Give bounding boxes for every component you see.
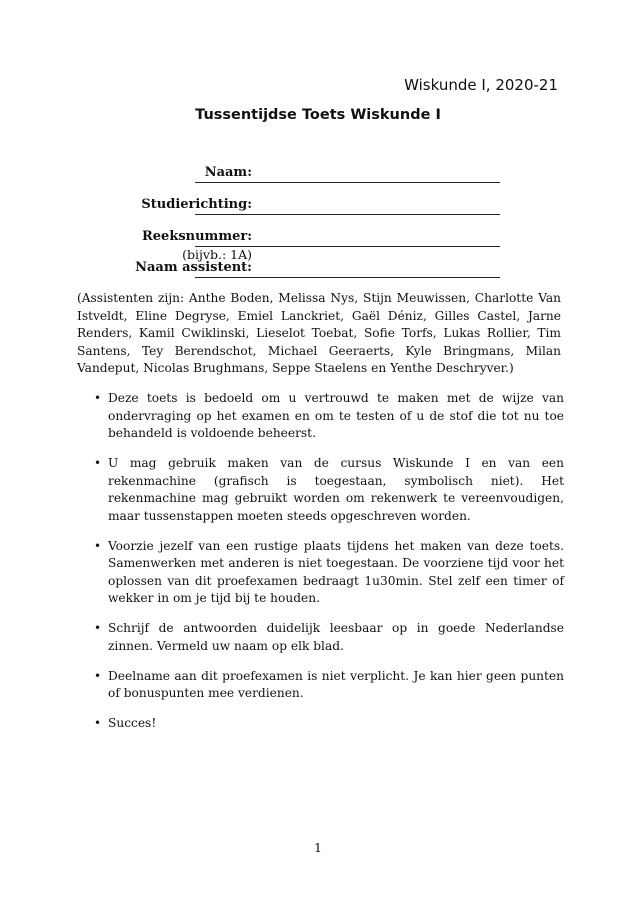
list-item: [94, 538, 564, 608]
name-row: [70, 163, 500, 183]
instructions-list: [94, 390, 564, 745]
instruction-text: U mag gebruik maken van de cursus Wiskunde I en van een rekenmachine (grafisch is toegestaan, symbolisch niet). Het rekenmachine mag gebruikt worden om rekenwerk te vereenvoudigen, maar tussenstappen moeten steeds opgeschreven worden.: [108, 456, 564, 523]
study-row: [70, 195, 500, 215]
series-hint: (bijvb.: 1A): [182, 247, 252, 262]
list-item: [94, 668, 564, 703]
bullet-icon: •: [94, 621, 102, 635]
bullet-icon: •: [94, 456, 102, 470]
list-item: [94, 455, 564, 525]
page-title: Tussentijdse Toets Wiskunde I: [195, 107, 441, 123]
bullet-icon: •: [94, 391, 102, 405]
assistant-label: Naam assistent:: [135, 260, 252, 275]
list-item: [94, 390, 564, 443]
assistant-row: [70, 258, 500, 278]
name-label: Naam:: [204, 165, 252, 180]
assistants-list: (Assistenten zijn: Anthe Boden, Melissa Nys, Stijn Meuwissen, Charlotte Van Istveldt, Eline Degryse, Emiel Lanckriet, Gaël Déniz, Gilles Castel, Jarne Renders, Kamil Cwiklinski, Lieselot Toebat, Sofie Torfs, Lukas Rollier, Tim Santens, Tey Berendschot, Michael Geeraerts, Kyle Bringmans, Milan Vandeput, Nicolas Brughmans, Seppe Staelens en Yenthe Deschryver.): [77, 291, 561, 375]
instruction-text: Succes!: [108, 716, 157, 730]
series-label: Reeksnummer:: [141, 229, 252, 244]
instruction-text: Deelname aan dit proefexamen is niet verplicht. Je kan hier geen punten of bonuspunten mee verdienen.: [108, 668, 564, 700]
name-field[interactable]: [195, 182, 500, 183]
bullet-icon: •: [94, 538, 102, 553]
instruction-text: Deze toets is bedoeld om u vertrouwd te maken met de wijze van ondervraging op het examen en om te testen of u de stof die tot nu toe behandeld is voldoende beheerst.: [108, 391, 564, 440]
course-label: Wiskunde I, 2020-21: [404, 76, 558, 94]
page-number: 1: [314, 840, 322, 855]
study-field[interactable]: [195, 214, 500, 215]
list-item: [94, 715, 564, 733]
instruction-text: Voorzie jezelf van een rustige plaats tijdens het maken van deze toets. Samenwerken met anderen is niet toegestaan. De voorziene tijd voor het oplossen van dit proefexamen bedraagt 1u30min. Stel zelf een timer of wekker in om je tijd bij te houden.: [108, 538, 564, 605]
bullet-icon: •: [94, 668, 102, 683]
series-row: [70, 227, 500, 247]
instruction-text: Schrijf de antwoorden duidelijk leesbaar op in goede Nederlandse zinnen. Vermeld uw naam op elk blad.: [108, 621, 564, 653]
bullet-icon: •: [94, 716, 102, 730]
assistant-field[interactable]: [195, 277, 500, 278]
study-label: Studierichting:: [141, 197, 252, 212]
list-item: [94, 620, 564, 655]
